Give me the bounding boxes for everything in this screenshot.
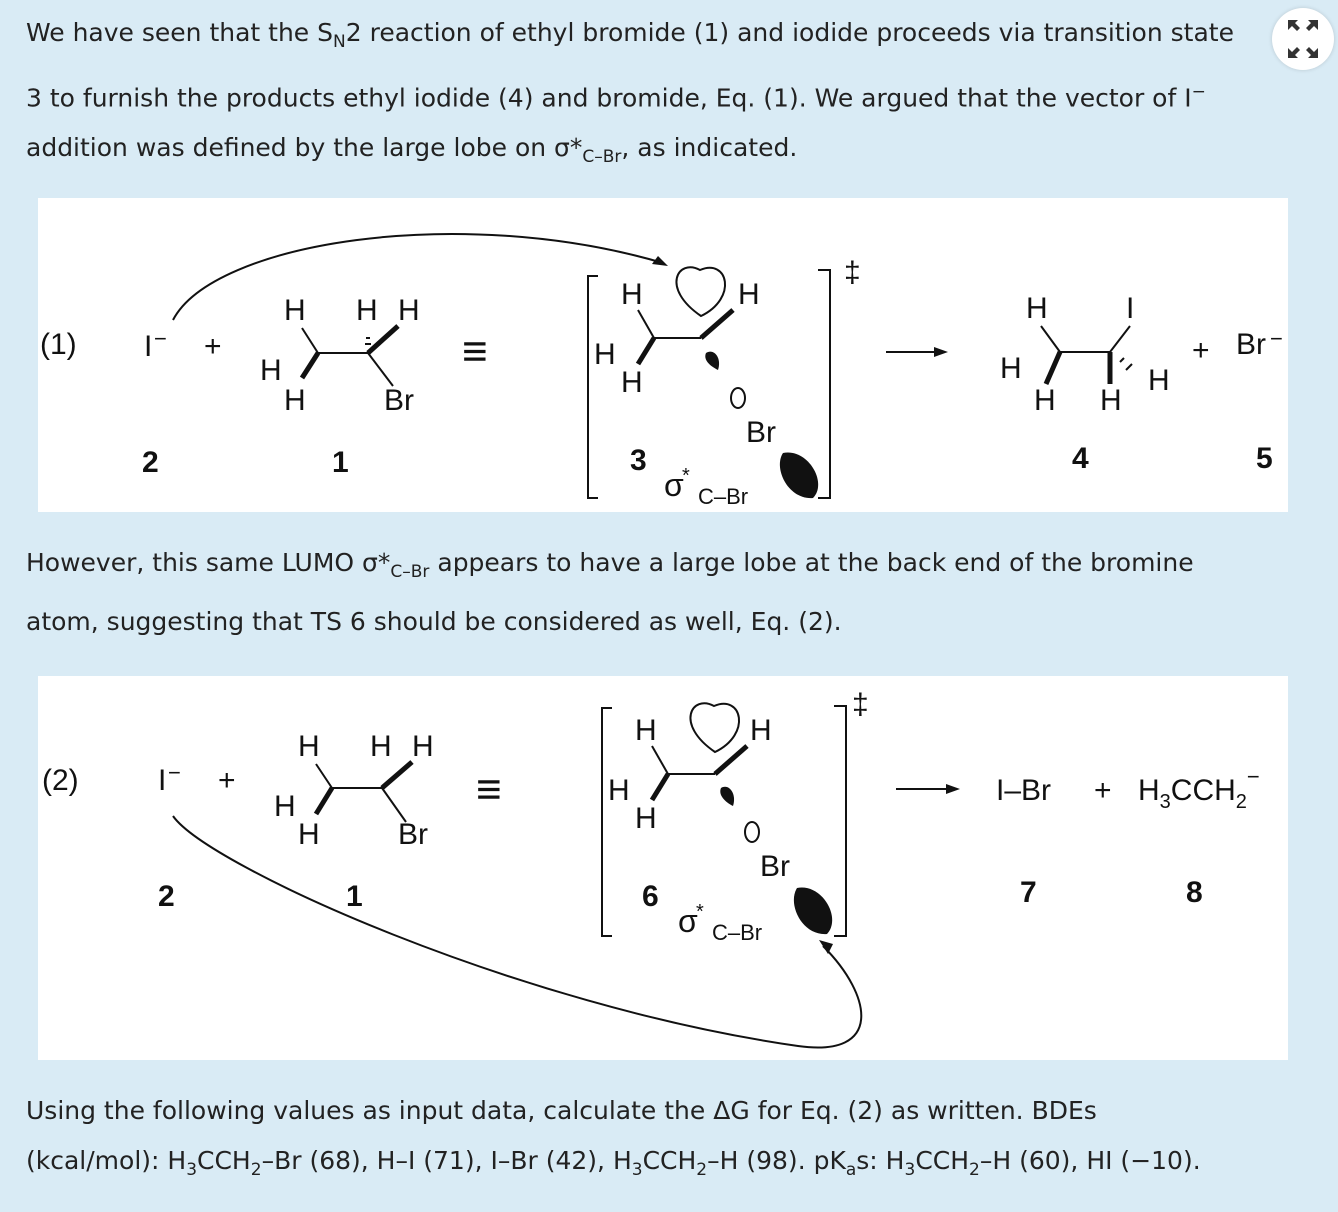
svg-text:+: +	[204, 330, 222, 363]
eq1-equiv: ≡	[462, 327, 488, 376]
svg-text:8: 8	[1186, 876, 1203, 909]
svg-text:1: 1	[332, 446, 349, 479]
svg-text:H: H	[635, 714, 657, 747]
svg-text:+: +	[1192, 334, 1210, 367]
svg-text:‡: ‡	[852, 688, 869, 721]
svg-text:H: H	[738, 278, 760, 311]
eq1-ethyl-iodide	[1000, 292, 1170, 417]
svg-text:H: H	[412, 730, 434, 763]
eq2-product-8	[1138, 764, 1260, 813]
svg-text:−: −	[154, 326, 167, 351]
svg-text:Br: Br	[398, 818, 428, 851]
svg-text:C–Br: C–Br	[698, 484, 749, 509]
eq1-label: (1)	[40, 328, 77, 361]
svg-text:−: −	[1270, 326, 1283, 351]
svg-text:3: 3	[630, 444, 647, 477]
svg-text:H: H	[608, 774, 630, 807]
scheme-equation-1	[38, 198, 1288, 512]
svg-text:2: 2	[158, 880, 175, 913]
eq1-iodide: I	[144, 330, 153, 363]
svg-text:2: 2	[142, 446, 159, 479]
question-paragraph: Using the following values as input data, calculate the ΔG for Eq. (2) as written. BDEs (kcal/mol): $H_3CCH_2-Br$ (68), H–I (71), I–Br (42), $H_3CCH_2-H$ (98). $pK_as$: $H_3CCH_2-H$ (60), HI (−10).	[26, 1096, 1201, 1180]
svg-text:1: 1	[346, 880, 363, 913]
svg-text:+: +	[218, 764, 236, 797]
svg-text:H: H	[1034, 384, 1056, 417]
svg-text:H: H	[1026, 292, 1048, 325]
eq2-equiv: ≡	[476, 765, 502, 814]
svg-text:H: H	[298, 818, 320, 851]
svg-text:H: H	[370, 730, 392, 763]
svg-text:H: H	[594, 338, 616, 371]
svg-text:Br: Br	[760, 850, 790, 883]
svg-text:*: *	[682, 465, 690, 487]
eq1-bromide: Br	[1236, 328, 1266, 361]
eq2-transition-state-6	[602, 688, 869, 945]
svg-text:H: H	[356, 294, 378, 327]
svg-text:*: *	[696, 901, 704, 923]
svg-text:H: H	[635, 802, 657, 835]
svg-text:Br: Br	[384, 384, 414, 417]
eq2-label: (2)	[42, 764, 79, 797]
svg-text:H: H	[284, 294, 306, 327]
middle-paragraph: However, this same LUMO $\sigma*_{C-Br}$ appears to have a large lobe at the back end of the bromine atom, suggesting that TS 6 should be considered as well, Eq. (2).	[26, 548, 1194, 636]
expand-icon[interactable]	[1272, 8, 1334, 70]
svg-text:‡: ‡	[844, 256, 861, 289]
svg-text:5: 5	[1256, 442, 1273, 475]
svg-text:H: H	[274, 790, 296, 823]
svg-text:H: H	[1148, 364, 1170, 397]
svg-text:H: H	[284, 384, 306, 417]
svg-text:H: H	[298, 730, 320, 763]
svg-text:H: H	[398, 294, 420, 327]
svg-text:Br: Br	[746, 416, 776, 449]
svg-text:−: −	[168, 760, 181, 785]
svg-text:4: 4	[1072, 442, 1089, 475]
eq2-iodide: I	[158, 764, 167, 797]
svg-text:C–Br: C–Br	[712, 920, 763, 945]
intro-paragraph: We have seen that the $S_N2$ reaction of ethyl bromide (1) and iodide proceeds via transition state 3 to furnish the products ethyl iodide (4) and bromide, Eq. (1). We argued that the vector of I− addition was defined by the large lobe on $\sigma*_{C-Br}$, as indicated.	[26, 18, 1234, 168]
eq1-transition-state-3	[588, 256, 861, 509]
svg-text:+: +	[1094, 774, 1112, 807]
svg-text:7: 7	[1020, 876, 1037, 909]
svg-text:H: H	[621, 278, 643, 311]
svg-text:H: H	[750, 714, 772, 747]
svg-text:H3CCH2−: $H_3CCH_2^-$	[1138, 764, 1260, 813]
svg-text:σ: σ	[678, 903, 698, 939]
scheme-equation-2	[38, 676, 1288, 1060]
eq2-product-7: I–Br	[996, 774, 1052, 807]
svg-text:I: I	[1126, 292, 1135, 325]
svg-text:σ: σ	[664, 467, 684, 503]
svg-text:H: H	[260, 354, 282, 387]
svg-text:H: H	[1000, 352, 1022, 385]
eq2-ethyl-bromide	[274, 730, 434, 851]
eq1-ethyl-bromide	[260, 294, 420, 417]
svg-text:6: 6	[642, 880, 659, 913]
svg-text:H: H	[621, 366, 643, 399]
svg-text:H: H	[1100, 384, 1122, 417]
